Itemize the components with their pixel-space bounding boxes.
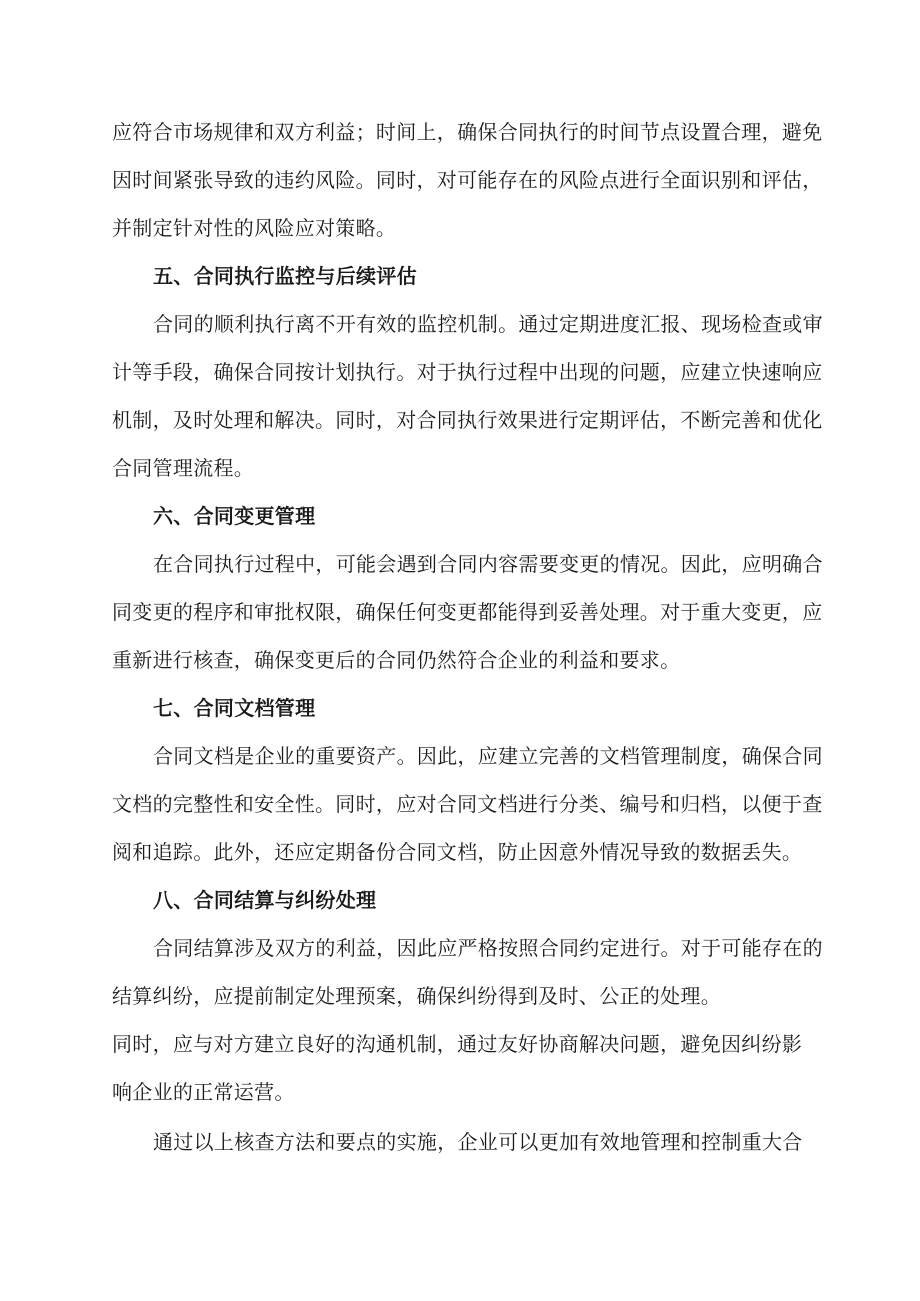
text-line: 通过以上核查方法和要点的实施，企业可以更加有效地管理和控制重大合 — [153, 1130, 803, 1154]
text-line: 重新进行核查，确保变更后的合同仍然符合企业的利益和要求。 — [112, 648, 681, 672]
text-line: 合同结算涉及双方的利益，因此应严格按照合同约定进行。对于可能存在的 — [153, 936, 823, 960]
text-line: 合同管理流程。 — [112, 456, 255, 480]
text-line: 响企业的正常运营。 — [112, 1080, 295, 1104]
text-line: 同变更的程序和审批权限，确保任何变更都能得到妥善处理。对于重大变更，应 — [112, 600, 823, 624]
text-line: 并制定针对性的风险应对策略。 — [112, 216, 397, 240]
text-line: 在合同执行过程中，可能会遇到合同内容需要变更的情况。因此，应明确合 — [153, 552, 823, 576]
section-heading: 六、合同变更管理 — [153, 504, 316, 528]
text-line: 文档的完整性和安全性。同时，应对合同文档进行分类、编号和归档，以便于查 — [112, 792, 823, 816]
text-line: 合同文档是企业的重要资产。因此，应建立完善的文档管理制度，确保合同 — [153, 744, 823, 768]
section-heading: 八、合同结算与纠纷处理 — [153, 888, 377, 912]
text-line: 同时，应与对方建立良好的沟通机制，通过友好协商解决问题，避免因纠纷影 — [112, 1032, 803, 1056]
text-line: 计等手段，确保合同按计划执行。对于执行过程中出现的问题，应建立快速响应 — [112, 360, 823, 384]
text-line: 阅和追踪。此外，还应定期备份合同文档，防止因意外情况导致的数据丢失。 — [112, 840, 803, 864]
text-line: 合同的顺利执行离不开有效的监控机制。通过定期进度汇报、现场检查或审 — [153, 312, 823, 336]
section-heading: 七、合同文档管理 — [153, 696, 316, 720]
text-line: 结算纠纷，应提前制定处理预案，确保纠纷得到及时、公正的处理。 — [112, 984, 721, 1008]
text-line: 机制，及时处理和解决。同时，对合同执行效果进行定期评估，不断完善和优化 — [112, 408, 823, 432]
text-line: 应符合市场规律和双方利益；时间上，确保合同执行的时间节点设置合理，避免 — [112, 120, 823, 144]
section-heading: 五、合同执行监控与后续评估 — [153, 264, 417, 288]
text-line: 因时间紧张导致的违约风险。同时，对可能存在的风险点进行全面识别和评估， — [112, 168, 823, 192]
